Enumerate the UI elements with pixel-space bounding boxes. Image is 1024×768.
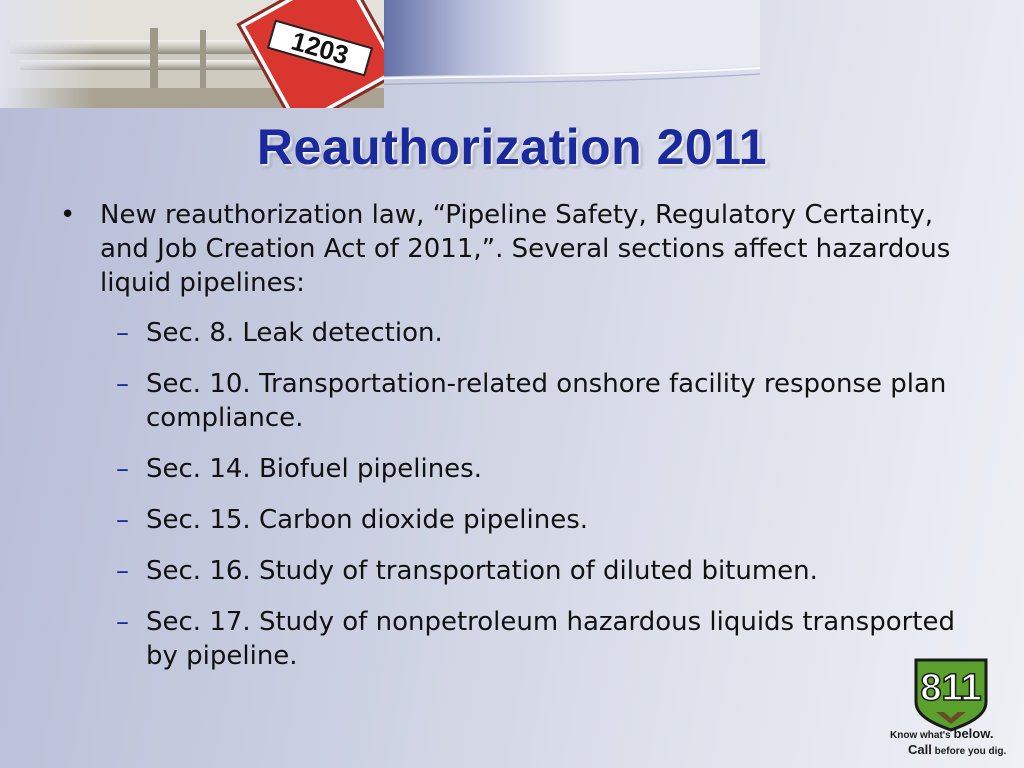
- logo-tagline-line-2: [908, 742, 1007, 757]
- sub-bullet-text: Sec. 14. Biofuel pipelines.: [146, 454, 482, 484]
- sub-bullet-marker: –: [116, 505, 129, 535]
- logo-tagline-emphasis: below.: [953, 726, 994, 741]
- sub-bullet-marker: –: [116, 607, 129, 637]
- sub-bullet-text: Sec. 15. Carbon dioxide pipelines.: [146, 505, 589, 535]
- logo-tagline-line-1: [890, 726, 993, 741]
- sub-bullet-marker: –: [116, 454, 129, 484]
- sub-bullet-text: Sec. 10. Transportation-related onshore facility response plan compliance.: [146, 369, 947, 433]
- logo-tagline-part: before you dig.: [931, 746, 1007, 757]
- sub-bullet-list: [116, 316, 980, 673]
- slide-header: [0, 0, 1024, 110]
- call-811-logo: [886, 654, 1016, 760]
- sub-bullet-text: Sec. 16. Study of transportation of diluted bitumen.: [146, 556, 818, 586]
- sub-bullet-item: [116, 367, 980, 435]
- sub-bullet-text: Sec. 8. Leak detection.: [146, 318, 443, 348]
- sub-bullet-item: [116, 605, 980, 673]
- sub-bullet-item: [116, 452, 980, 486]
- logo-811-number: 811: [920, 667, 982, 709]
- slide-title: Reauthorization 2011: [256, 119, 768, 175]
- main-bullet: [60, 198, 980, 300]
- sub-bullet-marker: –: [116, 556, 129, 586]
- bullet-marker: •: [60, 200, 76, 230]
- sub-bullet-text: Sec. 17. Study of nonpetroleum hazardous liquids transported by pipeline.: [146, 607, 955, 671]
- logo-tagline-emphasis: Call: [908, 742, 932, 757]
- sub-bullet-marker: –: [116, 369, 129, 399]
- sub-bullet-item: [116, 554, 980, 588]
- pipeline-placard-photo: [0, 0, 384, 108]
- slide-body: [60, 198, 980, 690]
- sub-bullet-item: [116, 316, 980, 350]
- logo-tagline-part: Know what's: [890, 730, 954, 741]
- sub-bullet-item: [116, 503, 980, 537]
- main-bullet-text: New reauthorization law, “Pipeline Safety, Regulatory Certainty, and Job Creation Act of 2011,”. Several sections affect hazardous liquid pipelines:: [100, 200, 951, 298]
- sub-bullet-marker: –: [116, 318, 129, 348]
